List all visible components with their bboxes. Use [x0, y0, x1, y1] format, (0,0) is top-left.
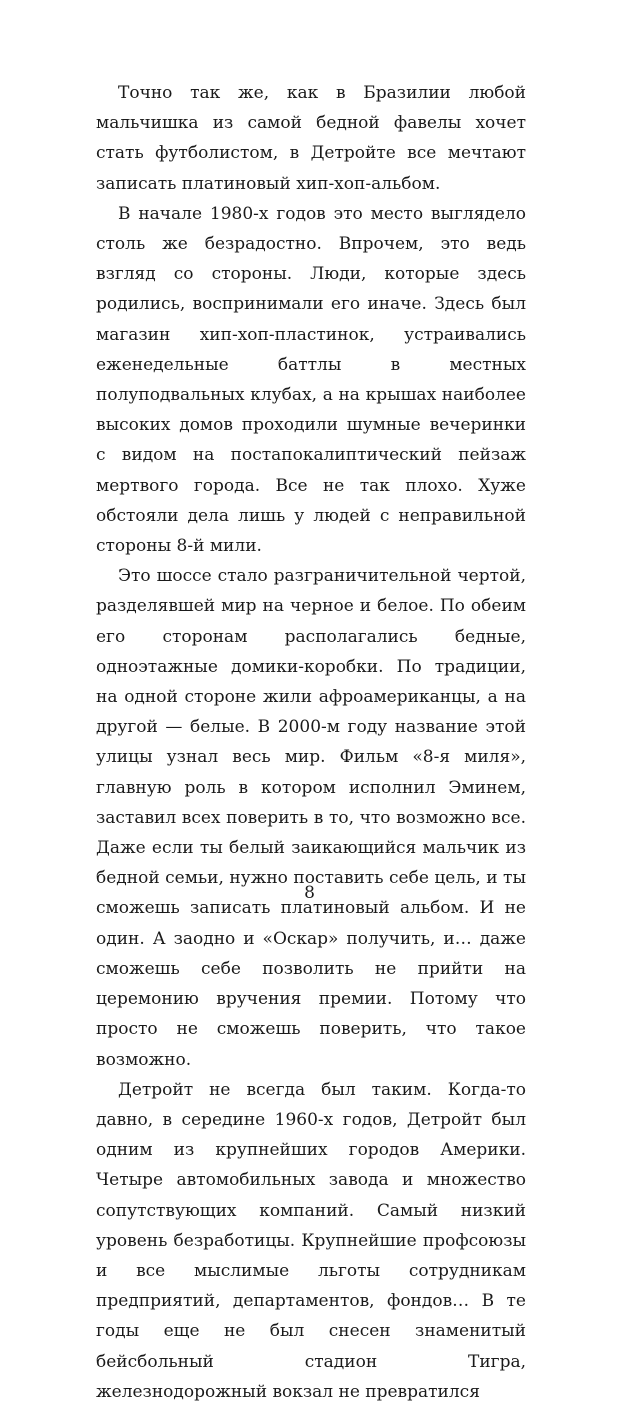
paragraph-2: В начале 1980-х годов это место выглядело столь же безрадостно. Впрочем, это ведь взгляд со стороны. Люди, которые здесь родились, воспринимали его иначе. Здесь был магазин хип-хоп-пластинок, устраивались еженедельные баттлы в местных полуподвальных клубах, а на крышах наиболее высоких домов проходили шумные вечеринки с видом на постапокалиптический пейзаж мертвого города. Все не так плохо. Хуже обстояли дела лишь у людей с неправильной стороны 8-й мили.	[96, 203, 526, 557]
page-number: 8	[304, 883, 315, 903]
body-text	[96, 78, 526, 1407]
paragraph-4: Детройт не всегда был таким. Когда-то давно, в середине 1960-х годов, Детройт был одним из крупнейших городов Америки. Четыре автомобильных завода и множество сопутствующих компаний. Самый низкий уровень безработицы. Крупнейшие профсоюзы и все мыслимые льготы сотрудникам предприятий, департаментов, фондов… В те годы еще не был снесен знаменитый бейсбольный стадион Тигра, железнодорожный вокзал не превратился	[96, 1079, 526, 1402]
paragraph-1: Точно так же, как в Бразилии любой мальчишка из самой бедной фавелы хочет стать футболистом, в Детройте все мечтают записать платиновый хип-хоп-альбом.	[96, 83, 526, 194]
paragraph-3: Это шоссе стало разграничительной чертой, разделявшей мир на черное и белое. По обеим его сторонам располагались бедные, одноэтажные домики-коробки. По традиции, на одной стороне жили афроамериканцы, а на другой — белые. В 2000-м году название этой улицы узнал весь мир. Фильм «8-я миля», главную роль в котором исполнил Эминем, заставил всех поверить в то, что возможно все. Даже если ты белый заикающийся мальчик из бедной семьи, нужно поставить себе цель, и ты сможешь записать платиновый альбом. И не один. А заодно и «Оскар» получить, и… даже сможешь себе позволить не прийти на церемонию вручения премии. Потому что просто не сможешь поверить, что такое возможно.	[96, 566, 526, 1070]
